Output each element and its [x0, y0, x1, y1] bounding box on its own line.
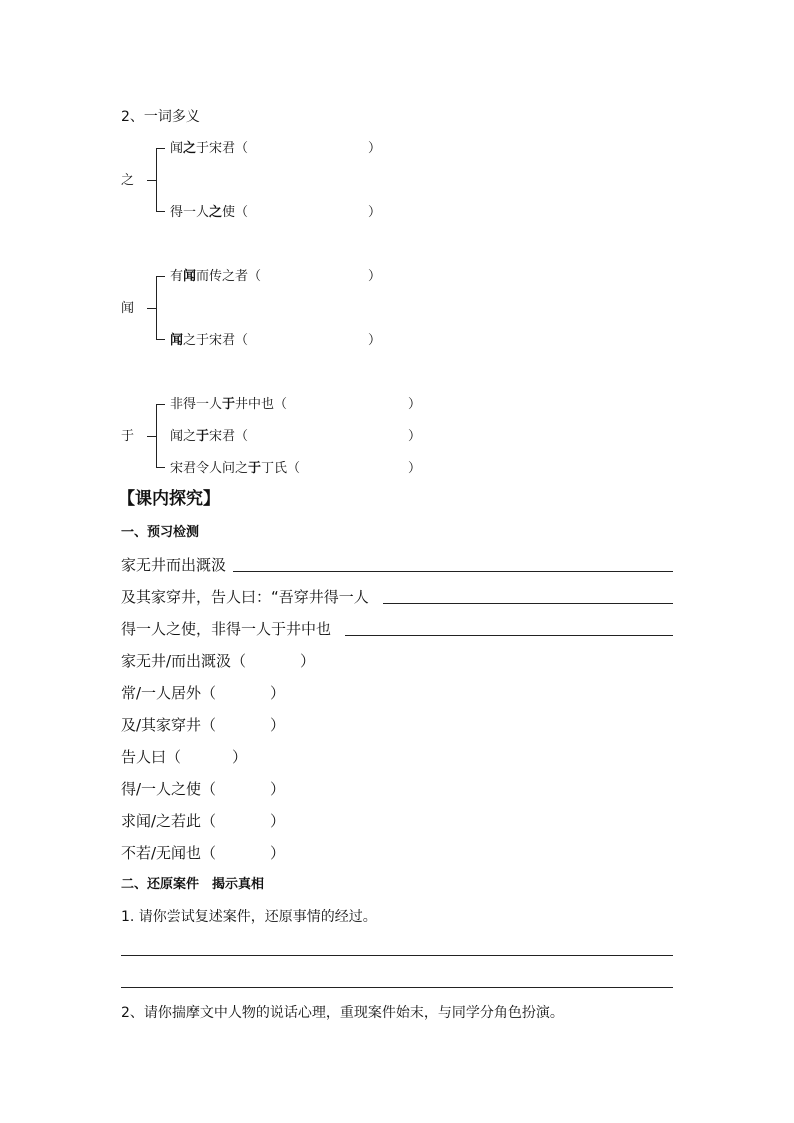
question-2: 2、请你揣摩文中人物的说话心理，重现案件始末，与同学分角色扮演。 — [121, 1005, 564, 1021]
key-char: 于 — [248, 461, 262, 476]
polysemy-item: 宋君令人问之于丁氏（ — [170, 461, 301, 476]
blank-close: ） — [368, 269, 382, 284]
polysemy-item: 得一人之使（ — [170, 205, 249, 220]
pause-line: 不若/无闻也（ — [121, 844, 217, 862]
blank-close: ） — [270, 684, 286, 702]
translate-line: 得一人之使，非得一人于井中也 — [121, 620, 332, 638]
blank-close: ） — [368, 205, 382, 220]
answer-line[interactable] — [345, 635, 673, 636]
answer-line[interactable] — [233, 571, 673, 572]
pause-line: 家无井/而出溉汲（ — [121, 652, 247, 670]
pause-line: 告人曰（ — [121, 748, 182, 766]
pause-line: 得/一人之使（ — [121, 780, 217, 798]
translate-line: 家无井而出溉汲 — [121, 556, 227, 574]
blank-close: ） — [408, 429, 422, 444]
answer-line[interactable] — [383, 603, 673, 604]
key-char: 闻 — [170, 333, 184, 348]
pause-line: 求闻/之若此（ — [121, 812, 217, 830]
answer-line[interactable] — [121, 987, 673, 988]
key-char: 于 — [222, 397, 236, 412]
section-title-polysemy: 2、一词多义 — [121, 109, 200, 125]
key-char: 之 — [209, 205, 223, 220]
polysemy-item: 闻之于宋君（ — [170, 333, 249, 348]
polysemy-item: 非得一人于井中也（ — [170, 397, 288, 412]
group-brace-wen — [156, 276, 157, 340]
section-heading: 【课内探究】 — [118, 489, 220, 509]
blank-close: ） — [270, 844, 286, 862]
pause-line: 及/其家穿井（ — [121, 716, 217, 734]
group-char-zhi: 之 — [121, 173, 135, 188]
blank-close: ） — [270, 716, 286, 734]
key-char: 之 — [183, 141, 197, 156]
part1-title: 一、预习检测 — [121, 525, 200, 540]
blank-close: ） — [232, 748, 248, 766]
polysemy-item: 闻之于宋君（ — [170, 141, 249, 156]
blank-close: ） — [368, 333, 382, 348]
group-brace-yu — [156, 404, 157, 468]
blank-close: ） — [408, 397, 422, 412]
key-char: 于 — [196, 429, 210, 444]
polysemy-item: 闻之于宋君（ — [170, 429, 249, 444]
pause-line: 常/一人居外（ — [121, 684, 217, 702]
blank-close: ） — [408, 461, 422, 476]
blank-close: ） — [270, 780, 286, 798]
group-brace-zhi — [156, 148, 157, 212]
part2-title: 二、还原案件 揭示真相 — [121, 877, 265, 892]
group-char-wen: 闻 — [121, 301, 135, 316]
key-char: 闻 — [183, 269, 197, 284]
blank-close: ） — [300, 652, 316, 670]
blank-close: ） — [270, 812, 286, 830]
answer-line[interactable] — [121, 955, 673, 956]
group-char-yu: 于 — [121, 429, 135, 444]
translate-line: 及其家穿井，告人曰：“吾穿井得一人 — [121, 588, 369, 606]
blank-close: ） — [368, 141, 382, 156]
question-1: 1. 请你尝试复述案件，还原事情的经过。 — [121, 909, 377, 925]
polysemy-item: 有闻而传之者（ — [170, 269, 262, 284]
